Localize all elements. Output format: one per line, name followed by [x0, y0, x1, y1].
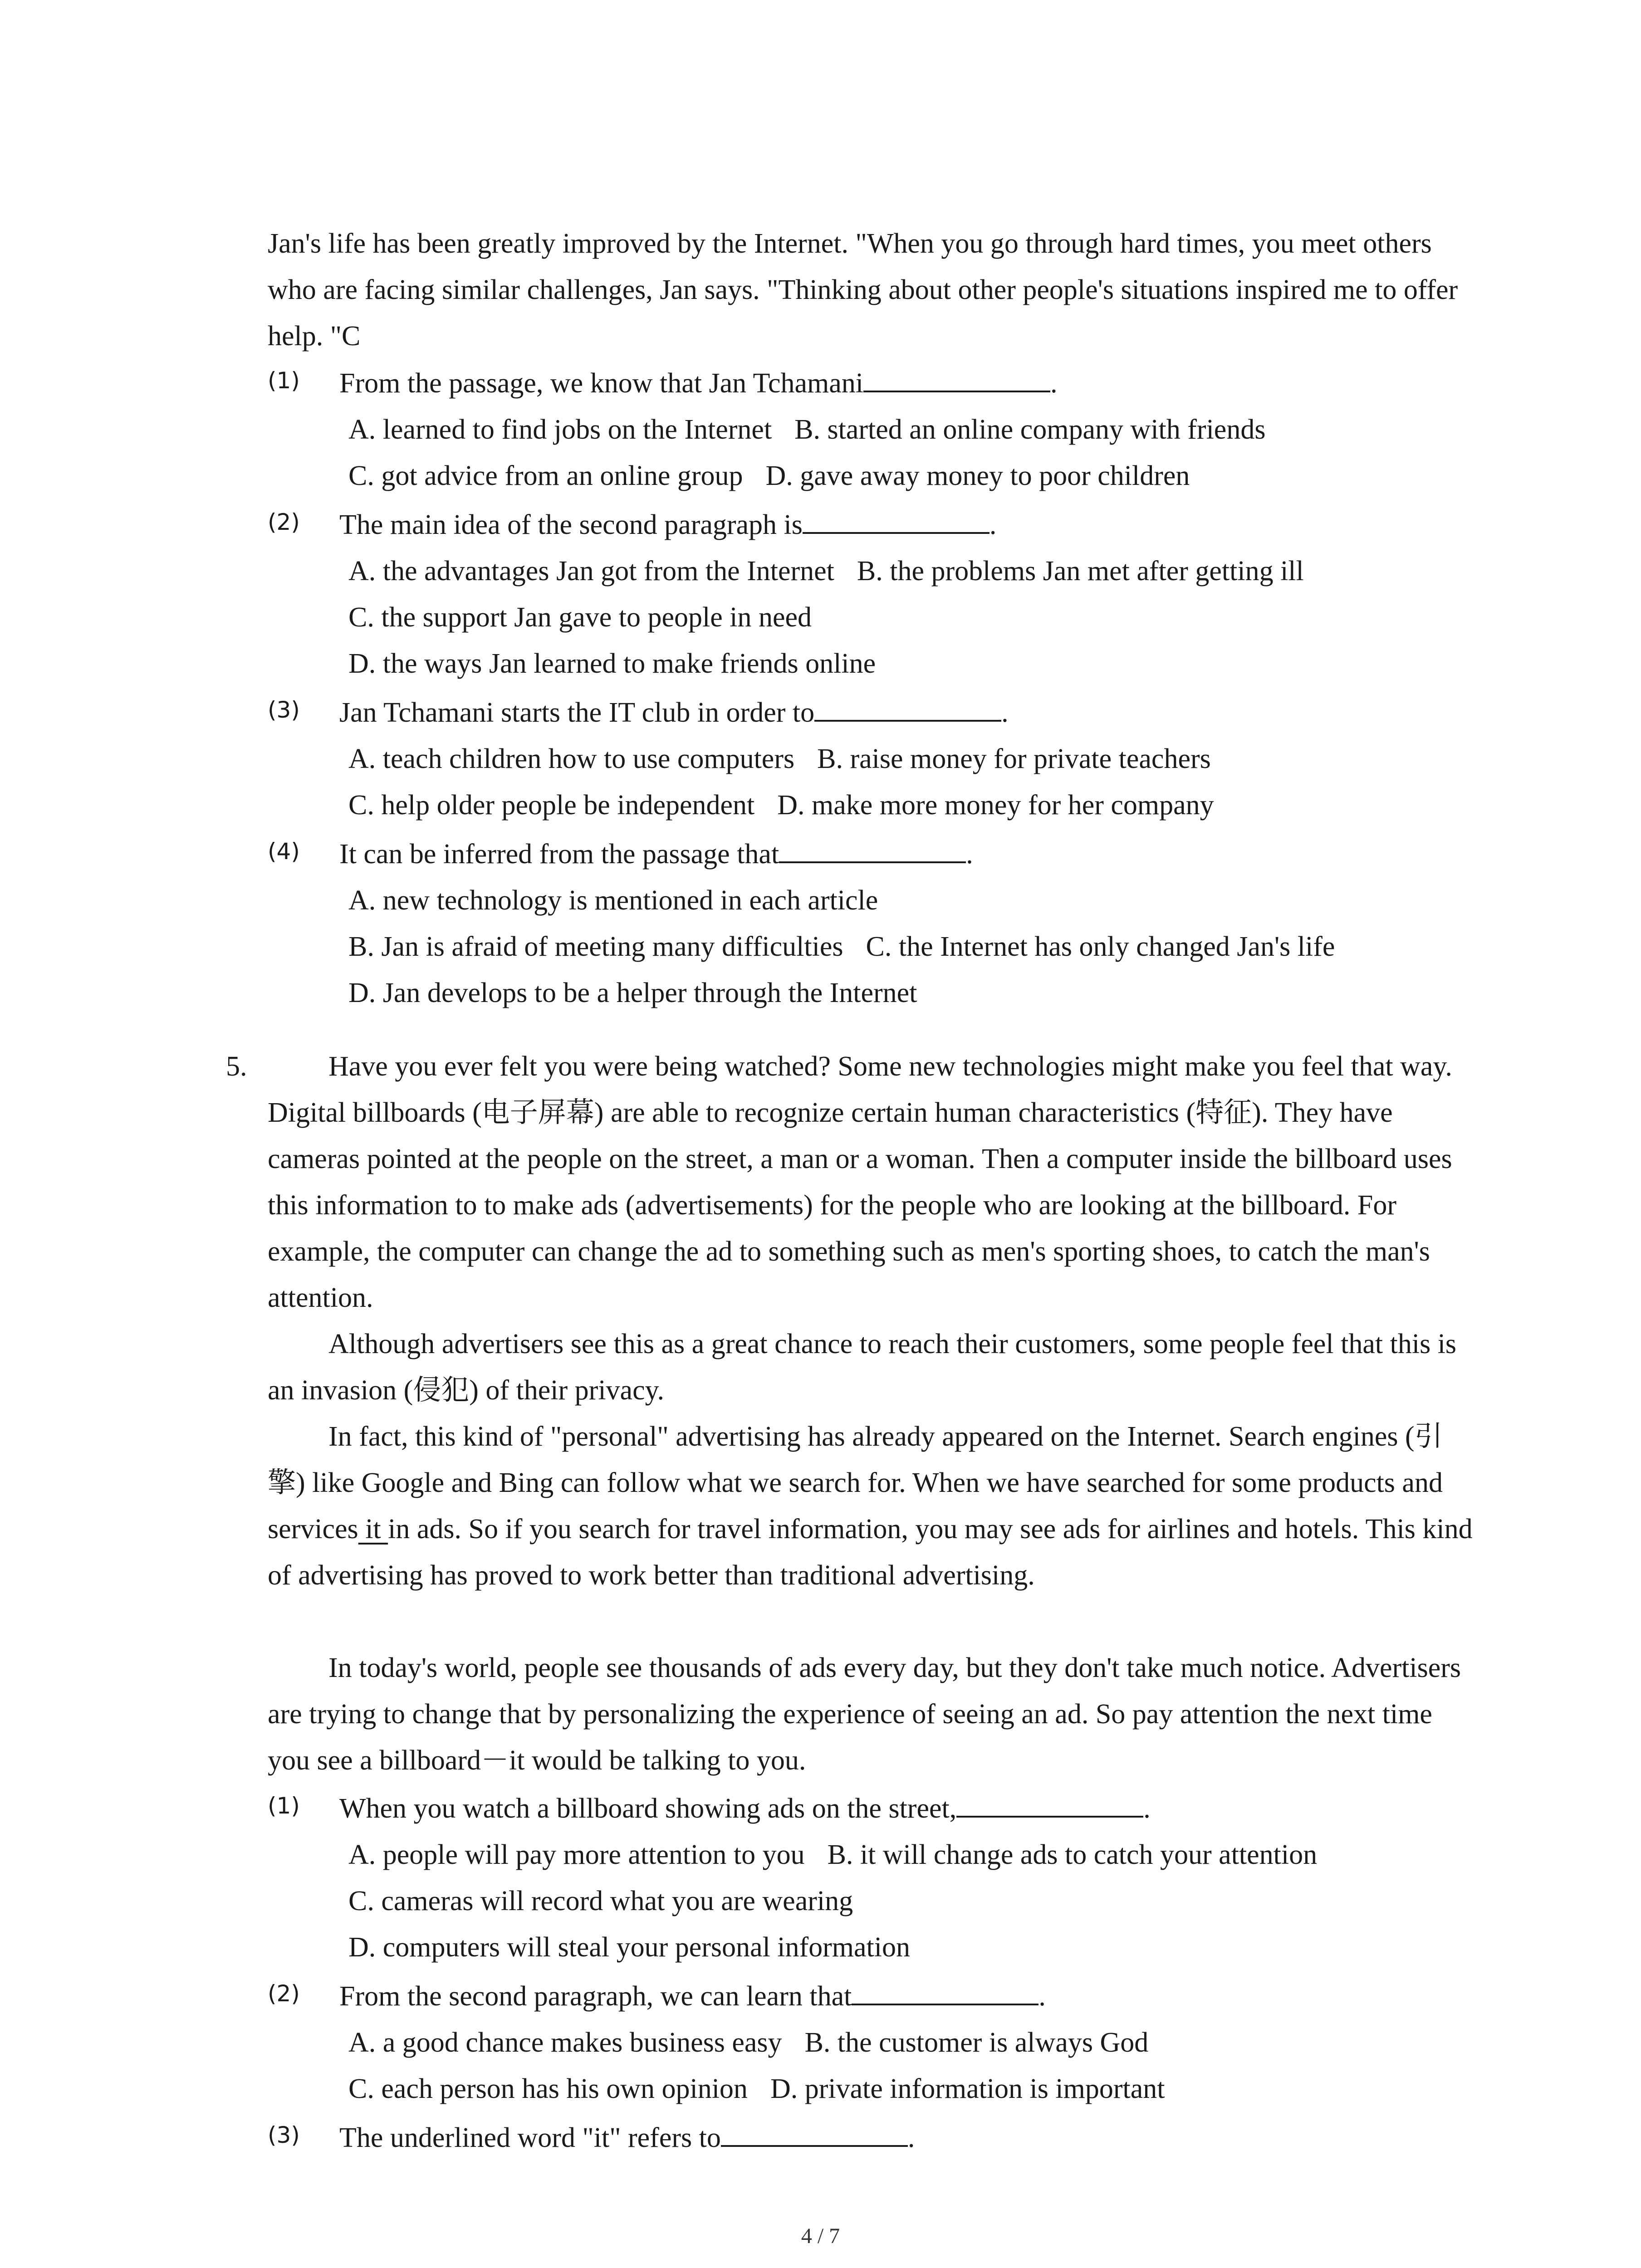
passage5-paragraph-2 — [268, 1321, 1474, 1413]
options-row — [348, 1924, 910, 1970]
question-number: (2) — [268, 1980, 300, 2007]
paragraph-text: In today's world, people see thousands of ads every day, but they don't take much notice. Advertisers are trying to change that by personalizing the experience of seeing an ad. So pay attention the next time you see a billboard－it would be talking to you. — [268, 1652, 1461, 1776]
answer-blank[interactable] — [814, 693, 1001, 722]
option-c[interactable]: C. help older people be independent — [348, 790, 755, 821]
paragraph-text: Jan's life has been greatly improved by the Internet. "When you go through hard times, you meet others who are facing similar challenges, Jan says. "Thinking about other people's situations inspired me to offer help. "C — [268, 228, 1458, 352]
passage5-paragraph-4 — [268, 1645, 1474, 1784]
question-stem: From the passage, we know that Jan Tchamani . — [339, 360, 1058, 406]
option-c[interactable]: C. cameras will record what you are wearing — [348, 1886, 853, 1916]
options-row — [348, 594, 812, 640]
question-4-2 — [268, 502, 1538, 548]
answer-blank[interactable] — [863, 363, 1050, 392]
options-row — [348, 548, 1304, 594]
options-row — [348, 2019, 1148, 2066]
question-number: (2) — [268, 509, 300, 535]
paragraph-text: In fact, this kind of "personal" advertising has already appeared on the Internet. Search engines (引擎) like Google and Bing can follow what we search for. When we have searched for some products and services — [268, 1421, 1443, 1545]
options-row — [348, 924, 1335, 970]
option-a[interactable]: A. teach children how to use computers — [348, 743, 795, 774]
paragraph-text: Although advertisers see this as a great chance to reach their customers, some people feel that this is an invasion (侵犯) of their privacy. — [268, 1329, 1457, 1406]
question-number: (3) — [268, 697, 300, 723]
option-a[interactable]: A. learned to find jobs on the Internet — [348, 414, 772, 445]
answer-blank[interactable] — [779, 834, 966, 863]
question-number: (4) — [268, 838, 300, 865]
option-d[interactable]: D. the ways Jan learned to make friends online — [348, 648, 876, 679]
question-4-4 — [268, 831, 1538, 877]
option-d[interactable]: D. gave away money to poor children — [765, 460, 1190, 491]
option-b[interactable]: B. the customer is always God — [804, 2027, 1149, 2058]
underlined-word: it — [358, 1514, 388, 1545]
question-number: (1) — [268, 367, 300, 394]
option-b[interactable]: B. it will change ads to catch your attention — [827, 1839, 1318, 1870]
question-stem: The underlined word "it" refers to . — [339, 2115, 915, 2161]
question-number: (3) — [268, 2122, 300, 2148]
option-a[interactable]: A. the advantages Jan got from the Internet — [348, 556, 834, 587]
question-stem: It can be inferred from the passage that . — [339, 831, 973, 877]
options-row — [348, 640, 876, 687]
option-b[interactable]: B. Jan is afraid of meeting many difficulties — [348, 931, 843, 962]
option-d[interactable]: D. make more money for her company — [777, 790, 1214, 821]
option-c[interactable]: C. got advice from an online group — [348, 460, 743, 491]
answer-blank[interactable] — [721, 2118, 908, 2147]
option-d[interactable]: D. Jan develops to be a helper through the Internet — [348, 978, 917, 1008]
question-stem: Jan Tchamani starts the IT club in order to . — [339, 689, 1009, 736]
option-b[interactable]: B. the problems Jan met after getting ill — [857, 556, 1304, 587]
passage-number: 5. — [226, 1051, 247, 1082]
options-row — [348, 1832, 1317, 1878]
option-d[interactable]: D. computers will steal your personal information — [348, 1932, 911, 1963]
question-stem: When you watch a billboard showing ads on the street, . — [339, 1785, 1151, 1832]
options-row — [348, 782, 1214, 828]
page-number: 4 / 7 — [801, 2224, 840, 2248]
question-number: (1) — [268, 1793, 300, 1819]
paragraph-text: Have you ever felt you were being watched? Some new technologies might make you feel that way. Digital billboards (电子屏幕) are able to recognize certain human characteristics (特征). They have cameras pointed at the people on the street, a man or a woman. Then a computer inside the billboard uses this information to to make ads (advertisements) for the people who are looking at the billboard. For example, the computer can change the ad to something such as men's sporting shoes, to catch the man's attention. — [268, 1051, 1452, 1313]
question-stem: The main idea of the second paragraph is . — [339, 502, 996, 548]
passage4-closing-paragraph — [268, 220, 1474, 359]
option-c[interactable]: C. each person has his own opinion — [348, 2073, 748, 2104]
option-a[interactable]: A. a good chance makes business easy — [348, 2027, 782, 2058]
question-stem: From the second paragraph, we can learn that . — [339, 1973, 1046, 2019]
options-row — [348, 970, 917, 1016]
answer-blank[interactable] — [852, 1976, 1038, 2005]
question-5-2 — [268, 1973, 1538, 2019]
options-row — [348, 736, 1211, 782]
question-5-3 — [268, 2115, 1538, 2161]
options-row — [348, 877, 878, 924]
option-c[interactable]: C. the support Jan gave to people in need — [348, 602, 812, 633]
option-a[interactable]: A. people will pay more attention to you — [348, 1839, 805, 1870]
options-row — [348, 453, 1190, 499]
passage5-paragraph-3 — [268, 1413, 1474, 1598]
question-5-1 — [268, 1785, 1538, 1832]
question-4-3 — [268, 689, 1538, 736]
answer-blank[interactable] — [803, 505, 989, 534]
option-b[interactable]: B. started an online company with friends — [794, 414, 1266, 445]
options-row — [348, 406, 1265, 453]
paragraph-text: in ads. So if you search for travel information, you may see ads for airlines and hotels. This kind of advertising has proved to work better than traditional advertising. — [268, 1514, 1473, 1591]
passage5-paragraph-1 — [268, 1043, 1474, 1321]
option-d[interactable]: D. private information is important — [770, 2073, 1165, 2104]
answer-blank[interactable] — [956, 1789, 1143, 1818]
options-row — [348, 1878, 853, 1924]
option-a[interactable]: A. new technology is mentioned in each article — [348, 885, 878, 916]
option-b[interactable]: B. raise money for private teachers — [817, 743, 1211, 774]
options-row — [348, 2066, 1165, 2112]
option-c[interactable]: C. the Internet has only changed Jan's life — [866, 931, 1335, 962]
question-4-1 — [268, 360, 1538, 406]
